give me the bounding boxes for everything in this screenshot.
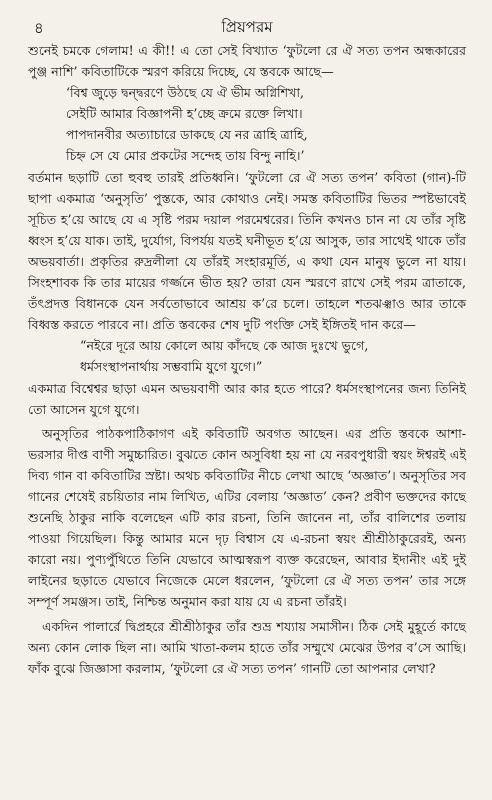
verse-line: সেইটি আমার বিজ্ঞাপনী হ’চ্ছে ক্রমে রক্তে লিখা। [66,106,303,122]
verse-block-2 [28,335,466,377]
verse-line: ‘বিশ্ব জুড়ে দ্বন্দ্বরণে উঠছে যে ঐ ভীম অগ্নিশিখা, [66,85,304,101]
verse-line: “নইরে দূরে আয় কোলে আয় কাঁদছে কে আজ দুঃখে ভুগে, [80,338,369,354]
paragraph-5: একদিন পালার্রে দ্বিপ্রহরে শ্রীশ্রীঠাকুর তাঁর শুভ্র শয্যায় সমাসীন। ঠিক সেই মুহূর্তে কাছে অন্য কোন লোক ছিল না। আমি খাতা-কলম হাতে তাঁর সম্মুখে মেঝের উপর ব’সে আছি। ফাঁক বুঝে জিজ্ঞাসা করলাম, ‘ফুটলো রে ঐ সত্য তপন’ গানটি তো আপনার লেখা? [28,618,466,676]
page-number: ৪ [34,19,44,37]
page-header [28,0,466,40]
paragraph-3: একমাত্র বিশ্বেশ্বর ছাড়া এমন অভয়বাণী আর কার হতে পারে? ধর্মসংস্থাপনের জন্য তিনিই তো আসেন যুগে যুগে। [28,380,466,417]
verse-block-1 [28,82,466,166]
paragraph-1: শুনেই চমকে গেলাম! এ কী!! এ তো সেই বিখ্যাত ‘ফুটলো রে ঐ সত্য তপন অন্ধকারের পুঞ্জ নাশি’ কবিতাটিকে স্মরণ করিয়ে দিচ্ছে, যে স্তবকে আছে— [28,43,466,80]
paragraph-4: অনুসৃতির পাঠকপাঠিকাগণ এই কবিতাটি অবগত আছেন। এর প্রতি স্তবকে আশা-ভরসার দীপ্ত বাণী সমুচ্চারিত। বুঝতে কোন অসুবিধা হয় না যে নরবপুধারী স্বয়ং ঈশ্বরই এই দিব্য গান বা কবিতাটির স্রষ্টা। অথচ কবিতাটির নীচে লেখা আছে ‘অজ্ঞাত’। অনুসৃতির সব গানের শেষেই রচয়িতার নাম লিখিত, এটির বেলায় ‘অজ্ঞাত’ কেন? প্রবীণ ভক্তদের কাছে শুনেছি ঠাকুর নাকি বলেছেন এটি কার রচনা, তিনি জানেন না, তাঁর বালিশের তলায় পাওয়া গিয়েছিল। কিন্তু আমার মনে দৃঢ় বিশ্বাস যে এ-রচনা স্বয়ং শ্রীশ্রীঠাকুরেরই, অন্য কারো নয়। পুণ্যপুঁথিতে তিনি যেভাবে আত্মস্বরূপ ব্যক্ত করেছেন, আবার ইদানীং এই দুই লাইনের ছড়াতে যেভাবে নিজেকে মেলে ধরলেন, ‘ফুটলো রে ঐ সত্য তপন’ তার সঙ্গে সম্পূর্ণ সমঞ্জস। তাই, নিশ্চিন্ত অনুমান করা যায় যে এ রচনা তাঁরই। [28,425,466,610]
paragraph-2: বর্তমান ছড়াটি তো হুবহু তারই প্রতিধ্বনি। ‘ফুটলো রে ঐ সত্য তপন’ কবিতা (গান)-টি ছাপা একমাত্র ‘অনুসৃতি’ পুস্তকে, আর কোথাও নেই। সমস্ত কবিতাটির ভিতর স্পষ্টভাবেই সূচিত হ’য়ে আছে যে এ সৃষ্টি পরম দয়াল পরমেশ্বরের। তিনি কখনও চান না যে তাঁর সৃষ্টি ধ্বংস হ’য়ে যাক। তাই, দুর্যোগ, বিপর্যয় যতই ঘনীভূত হ’য়ে আসুক, তার সাথেই থাকে তাঁর অভয়বার্তা। প্রকৃতির রুদ্রলীলা যে তাঁরই সংহারমূর্তি, এ কথা যেন মানুষ ভুলে না যায়। সিংহশাবক কি তার মায়ের গর্জ্জনে ভীত হয়? তারা যেন স্মরণে রাখে সেই পরম ত্রাতাকে, তঁৎপ্রদত্ত বিধানকে যেন সর্বতোভাবে আশ্রয় ক’রে চলে। তাহলে শতঝঞ্ঝাও আর তাকে বিধ্বস্ত করতে পারবে না। প্রতি স্তবকের শেষ দুটি পংক্তি সেই ইঙ্গিতই দান করে— [28,169,466,333]
running-title: প্রিয়পরম [221,18,273,36]
page-body [28,40,466,679]
verse-line: ধর্মসংস্থাপনার্থায় সম্ভবামি যুগে যুগে।” [80,359,263,375]
verse-line: পাপদানবীর অত্যাচারে ডাকছে যে নর ত্রাহি ত্রাহি, [66,127,308,143]
verse-line: চিহ্ন সে যে মোর প্রকটের সন্দেহ তায় বিন্দু নাহি।’ [66,148,305,164]
